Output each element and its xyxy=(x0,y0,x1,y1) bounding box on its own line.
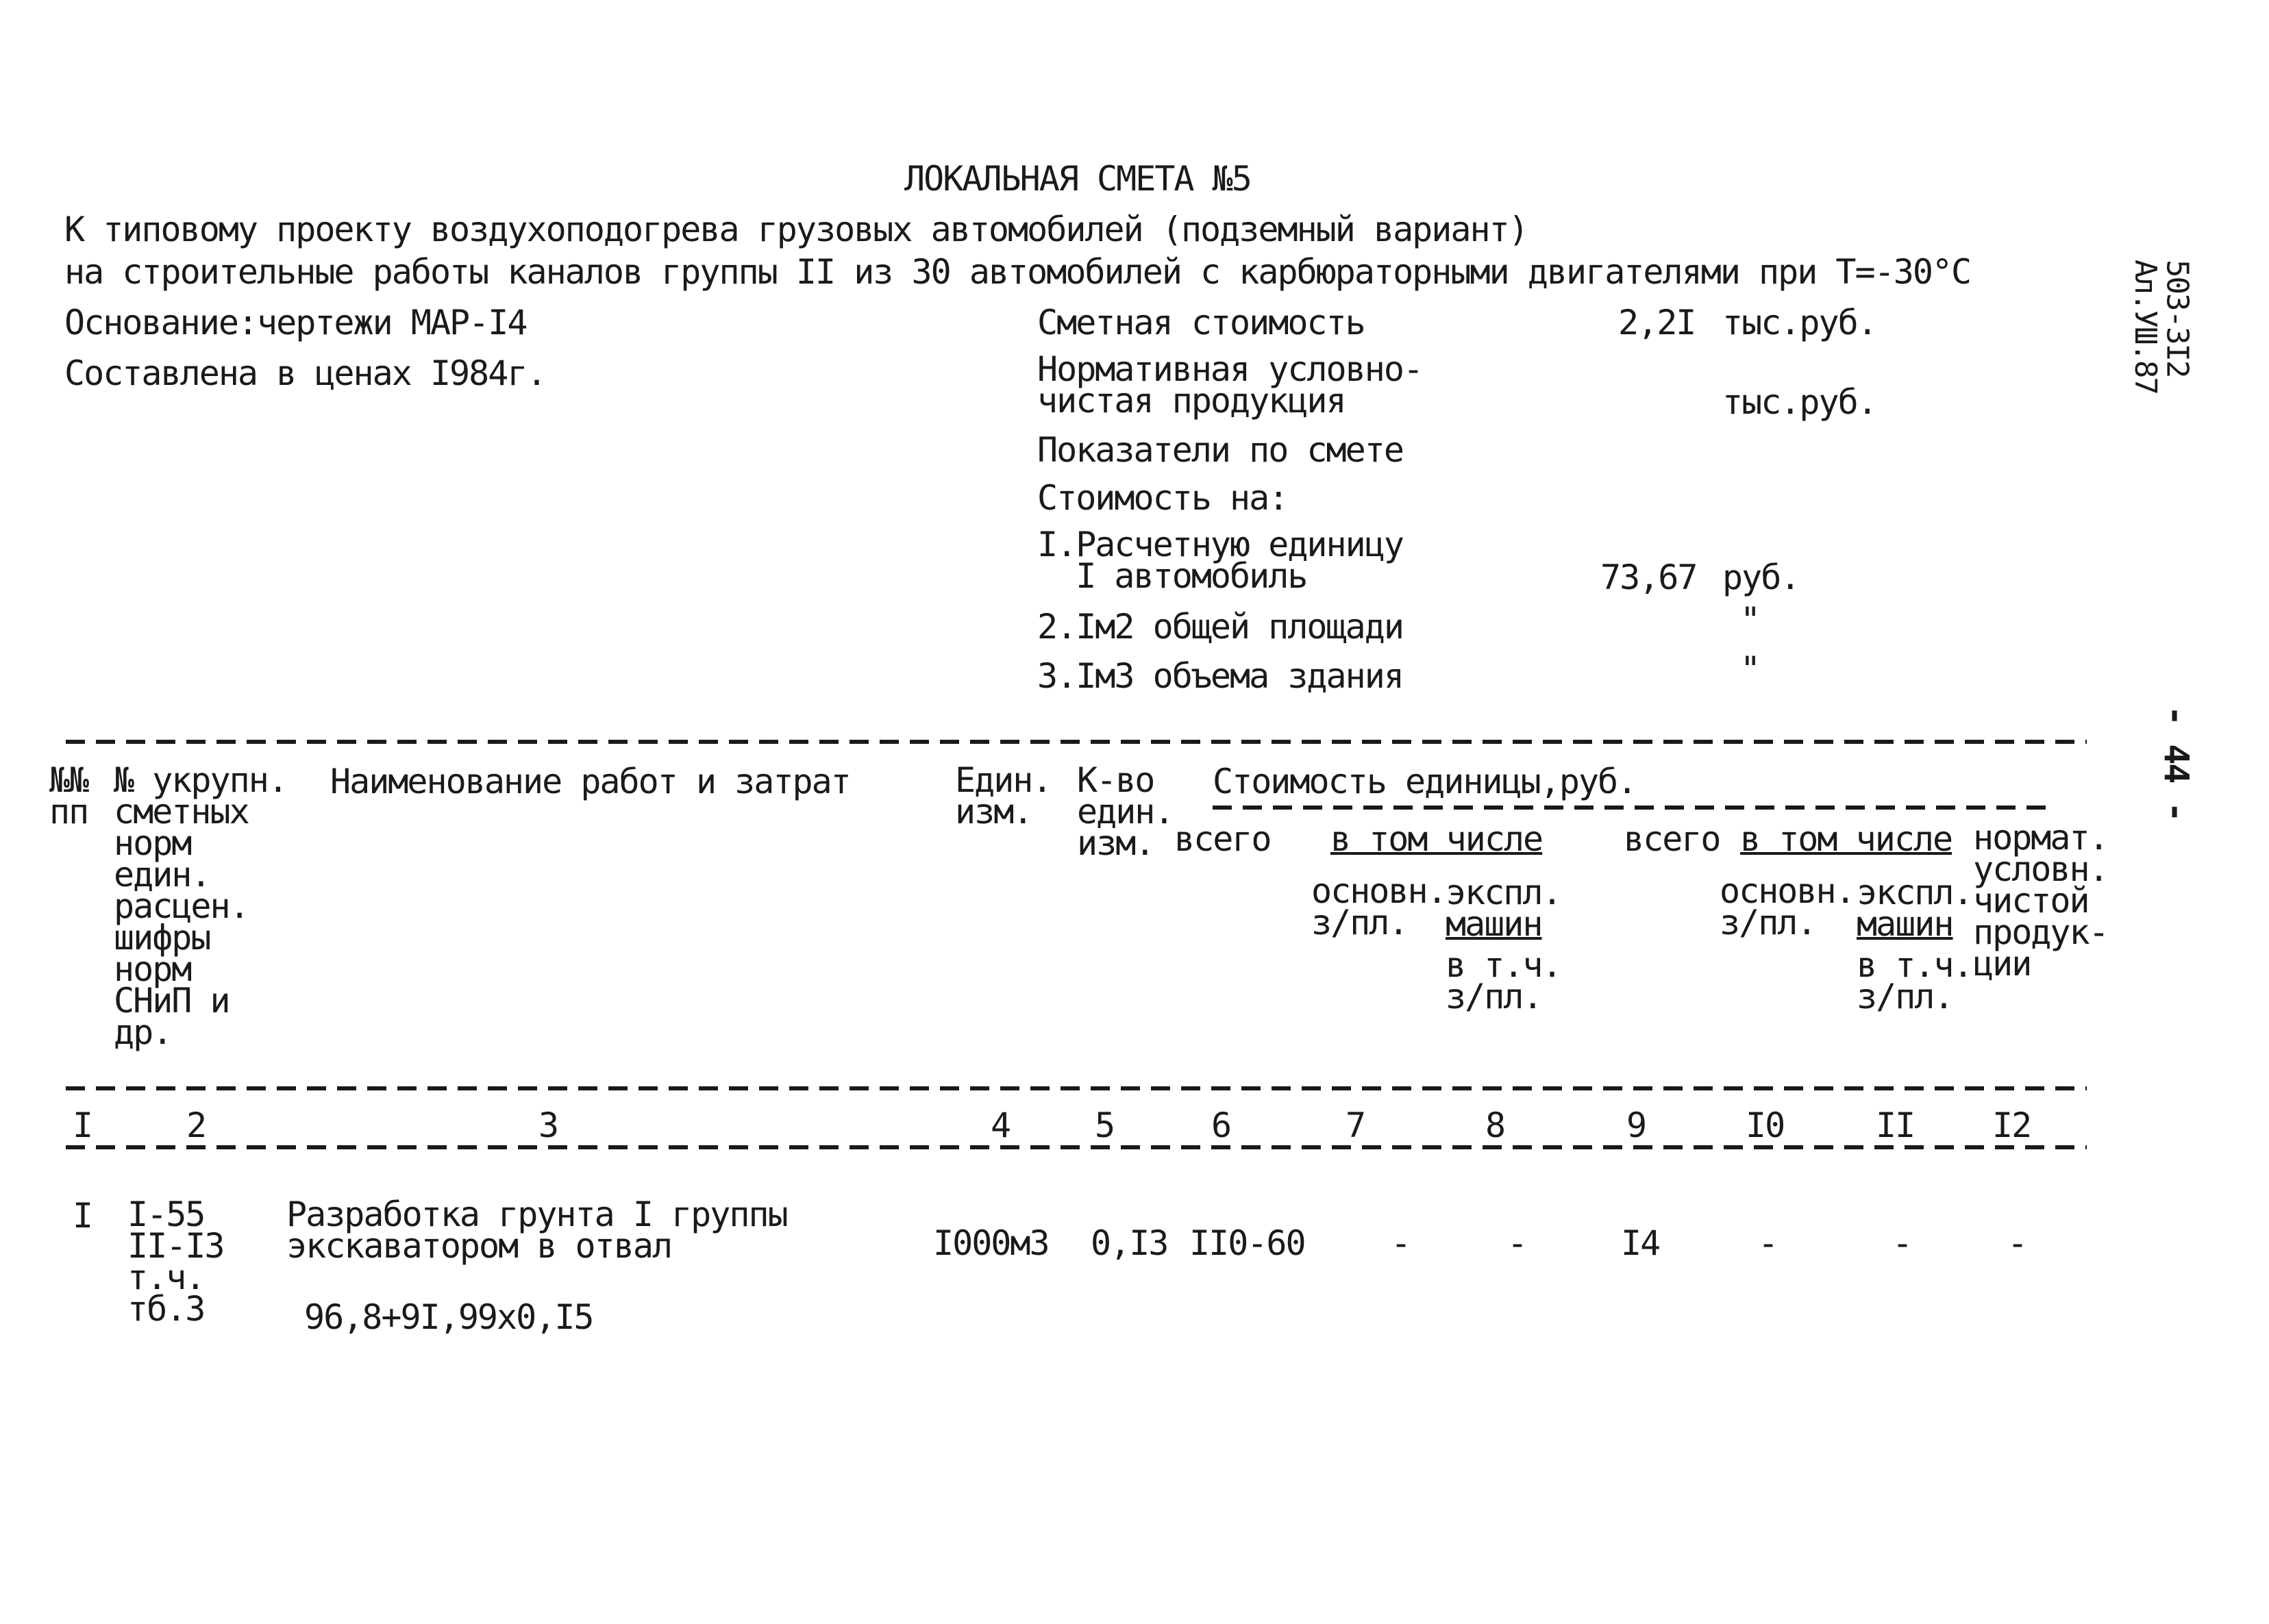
colnum-7: 7 xyxy=(1346,1105,1365,1145)
col-header-norm-prod: нормат. условн. чистой продук- ции xyxy=(1973,818,2108,984)
row-col12: - xyxy=(2007,1223,2027,1263)
header-bottom-rule xyxy=(66,1086,2087,1090)
cost-per-label: Стоимость на: xyxy=(1037,478,1288,518)
col-header-unit: Един. изм. xyxy=(955,760,1052,832)
colnum-9: 9 xyxy=(1626,1105,1646,1145)
col-header-unit-cost: Стоимость единицы,руб. xyxy=(1213,762,1637,801)
row-unit: I000м3 xyxy=(933,1223,1049,1263)
project-line: К типовому проекту воздухоподогрева грузовых автомобилей (подземный вариант) xyxy=(64,210,1528,249)
colnum-1: I xyxy=(73,1105,92,1145)
col-header-total: всего xyxy=(1174,819,1271,859)
colnum-10: I0 xyxy=(1746,1105,1785,1145)
colnum-11: II xyxy=(1876,1105,1915,1145)
item2-ditto: " xyxy=(1740,600,1760,640)
page-number: - 44 - xyxy=(2156,705,2196,821)
col-header-code: № укрупн. сметных норм един. расцен. шифры норм СНиП и др. xyxy=(114,760,287,1052)
item1-unit: руб. xyxy=(1722,558,1800,597)
row-col11: - xyxy=(1892,1223,1912,1263)
prices-line: Составлена в ценах I984г. xyxy=(64,353,546,393)
row-col7: - xyxy=(1391,1223,1411,1263)
item2-label: 2.Iм2 общей площади xyxy=(1037,607,1403,647)
cost-value: 2,2I xyxy=(1618,303,1696,342)
indicators-label: Показатели по смете xyxy=(1037,430,1403,470)
basis-line: Основание:чертежи МАР-I4 xyxy=(64,303,527,342)
item3-ditto: " xyxy=(1740,649,1760,689)
row-formula: 96,8+9I,99x0,I5 xyxy=(304,1297,593,1337)
works-line: на строительные работы каналов группы II из 30 автомобилей с карбюраторными двигателями при T=-30°C xyxy=(64,252,1971,292)
unit-cost-rule xyxy=(1213,805,2055,810)
norm-label: Нормативная условно- чистая продукция xyxy=(1037,349,1423,421)
norm-unit: тыс.руб. xyxy=(1722,382,1876,422)
colnum-2: 2 xyxy=(186,1105,206,1145)
col-header-machine-wage: в т.ч. з/пл. xyxy=(1446,945,1561,1016)
colnum-6: 6 xyxy=(1211,1105,1231,1145)
item1-value: 73,67 xyxy=(1600,558,1697,597)
col-header-qty: К-во един. изм. xyxy=(1077,760,1174,863)
col-header-incl2: в том числе xyxy=(1740,819,1952,859)
colnum-5: 5 xyxy=(1095,1105,1115,1145)
stamp-album: Ал.УШ.87 xyxy=(2128,259,2163,394)
item1-label: I.Расчетную единицу I автомобиль xyxy=(1037,525,1403,596)
row-name: Разработка грунта I группы экскаватором в отвал xyxy=(286,1195,787,1266)
col-header-machine-wage2: в т.ч. з/пл. xyxy=(1857,945,1972,1016)
cost-label: Сметная стоимость xyxy=(1037,303,1365,342)
col-header-machine-word: машин xyxy=(1446,904,1542,944)
colnum-12: I2 xyxy=(1992,1105,2031,1145)
table-top-rule xyxy=(66,740,2087,744)
document-title: ЛОКАЛЬНАЯ СМЕТА №5 xyxy=(904,159,1251,199)
col-header-machine2: экспл. xyxy=(1857,873,1972,912)
colnum-3: 3 xyxy=(538,1105,558,1145)
row-num: I xyxy=(73,1196,92,1236)
colnum-bottom-rule xyxy=(66,1145,2087,1149)
col-header-num: №№ пп xyxy=(49,760,88,832)
row-code: I-55 II-I3 т.ч. тб.3 xyxy=(127,1195,224,1329)
row-col8: - xyxy=(1507,1223,1527,1263)
col-header-incl: в том числе xyxy=(1330,819,1543,859)
side-stamp xyxy=(2129,226,2224,394)
col-header-total2: всего xyxy=(1624,819,1720,859)
col-header-base-wage: основн. з/пл. xyxy=(1311,871,1446,942)
row-total: II0-60 xyxy=(1189,1223,1305,1263)
col-header-base-wage2: основн. з/пл. xyxy=(1720,871,1855,942)
stamp-code: 503-3I2 xyxy=(2159,259,2195,377)
col-header-name: Наименование работ и затрат xyxy=(330,762,850,801)
colnum-8: 8 xyxy=(1485,1105,1505,1145)
row-col9: I4 xyxy=(1621,1223,1660,1263)
col-header-machine: экспл. xyxy=(1446,873,1561,912)
colnum-4: 4 xyxy=(991,1105,1010,1145)
row-qty: 0,I3 xyxy=(1091,1223,1168,1263)
item3-label: 3.Iм3 объема здания xyxy=(1037,656,1403,696)
col-header-machine-word2: машин xyxy=(1857,904,1953,944)
cost-unit: тыс.руб. xyxy=(1722,303,1876,342)
row-col10: - xyxy=(1758,1223,1778,1263)
